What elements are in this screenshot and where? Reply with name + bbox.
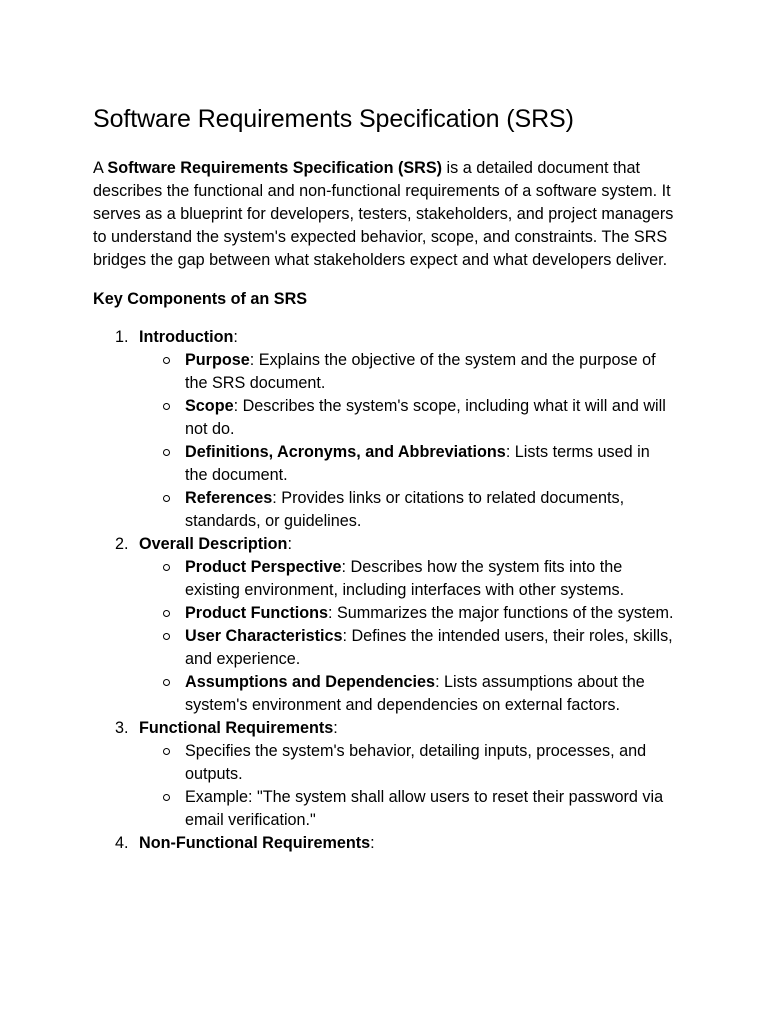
sub-item-label: Scope — [185, 397, 234, 415]
list-item-label: Overall Description — [139, 535, 288, 553]
sub-item-label: User Characteristics — [185, 627, 343, 645]
sub-list — [139, 740, 676, 832]
sub-item-label: Product Perspective — [185, 558, 342, 576]
hollow-circle-bullet-icon — [163, 564, 170, 571]
list-item — [93, 832, 676, 855]
sub-item-text: : Lists assumptions about the system's environment and dependencies on external factors. — [185, 673, 645, 714]
list-number: 3. — [115, 719, 129, 737]
sub-list — [139, 556, 676, 717]
sub-list-item — [139, 441, 676, 487]
sub-item-text: : Summarizes the major functions of the system. — [327, 604, 674, 622]
sub-list-item — [139, 602, 676, 625]
list-item-label: Introduction — [139, 328, 234, 346]
hollow-circle-bullet-icon — [163, 403, 170, 410]
sub-item-label: Product Functions — [185, 604, 328, 622]
section-heading: Key Components of an SRS — [93, 290, 308, 308]
hollow-circle-bullet-icon — [163, 633, 170, 640]
list-item-label: Functional Requirements — [139, 719, 334, 737]
hollow-circle-bullet-icon — [163, 748, 170, 755]
list-item-label: Non-Functional Requirements — [139, 834, 371, 852]
sub-list-item — [139, 395, 676, 441]
hollow-circle-bullet-icon — [163, 679, 170, 686]
list-item — [93, 326, 676, 533]
hollow-circle-bullet-icon — [163, 495, 170, 502]
sub-item-text: Example: "The system shall allow users to reset their password via email verification." — [185, 788, 664, 829]
list-item-suffix: : — [333, 719, 338, 737]
hollow-circle-bullet-icon — [163, 357, 170, 364]
intro-text: is a detailed document that describes the functional and non-functional requirements of a software system. It serves as a blueprint for developers, testers, stakeholders, and project managers to understand the system's expected behavior, scope, and constraints. The SRS bridges the gap between what stakeholders expect and what developers deliver. — [93, 159, 674, 269]
sub-item-text: : Explains the objective of the system and the purpose of the SRS document. — [185, 351, 656, 392]
intro-paragraph — [93, 157, 676, 272]
list-item-suffix: : — [370, 834, 375, 852]
intro-prefix: A — [93, 159, 108, 177]
sub-list-item — [139, 556, 676, 602]
list-item — [93, 533, 676, 717]
sub-item-text: : Provides links or citations to related documents, standards, or guidelines. — [185, 489, 625, 530]
list-item — [93, 717, 676, 832]
sub-item-label: Purpose — [185, 351, 250, 369]
sub-item-text: Specifies the system's behavior, detailing inputs, processes, and outputs. — [185, 742, 647, 783]
list-item-suffix: : — [287, 535, 292, 553]
sub-list-item — [139, 349, 676, 395]
sub-list-item — [139, 487, 676, 533]
sub-list-item — [139, 625, 676, 671]
sub-list-item — [139, 740, 676, 786]
sub-item-text: : Lists terms used in the document. — [185, 443, 650, 484]
list-number: 1. — [115, 328, 129, 346]
page-title: Software Requirements Specification (SRS) — [93, 105, 574, 133]
sub-list — [139, 349, 676, 533]
components-list — [93, 326, 676, 855]
sub-item-label: References — [185, 489, 273, 507]
sub-list-item — [139, 671, 676, 717]
sub-item-text: : Describes how the system fits into the existing environment, including interfaces with other systems. — [185, 558, 625, 599]
hollow-circle-bullet-icon — [163, 610, 170, 617]
intro-bold-term: Software Requirements Specification (SRS) — [107, 159, 443, 177]
sub-item-label: Definitions, Acronyms, and Abbreviations — [185, 443, 506, 461]
sub-item-label: Assumptions and Dependencies — [185, 673, 436, 691]
sub-item-text: : Defines the intended users, their roles, skills, and experience. — [185, 627, 673, 668]
sub-list-item — [139, 786, 676, 832]
list-number: 2. — [115, 535, 129, 553]
hollow-circle-bullet-icon — [163, 794, 170, 801]
hollow-circle-bullet-icon — [163, 449, 170, 456]
list-item-suffix: : — [233, 328, 238, 346]
sub-item-text: : Describes the system's scope, including what it will and will not do. — [185, 397, 666, 438]
list-number: 4. — [115, 834, 129, 852]
